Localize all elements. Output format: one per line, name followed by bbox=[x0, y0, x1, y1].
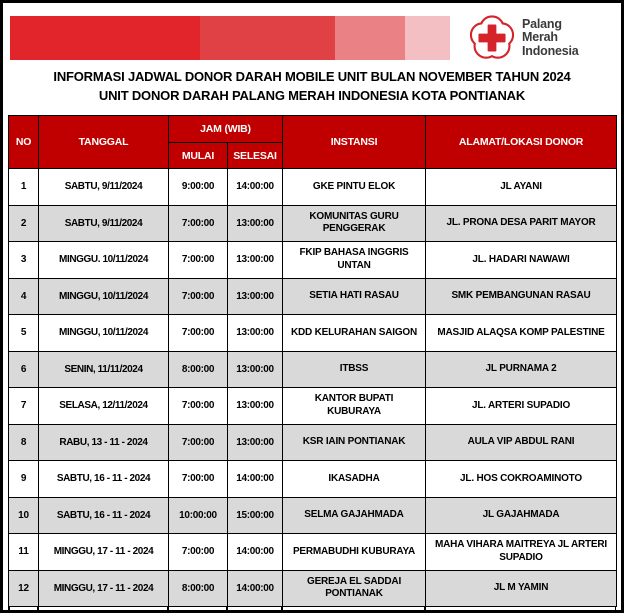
table-row bbox=[9, 461, 617, 498]
cell-mulai: 7:00:00 bbox=[169, 205, 228, 242]
schedule-table bbox=[8, 115, 617, 607]
logo-line-1: Palang bbox=[522, 16, 562, 31]
schedule-table-header bbox=[9, 116, 617, 169]
cell-no: 5 bbox=[9, 315, 39, 352]
col-header-tanggal: TANGGAL bbox=[39, 116, 169, 169]
cell-no: 2 bbox=[9, 205, 39, 242]
cell-no: 7 bbox=[9, 388, 39, 425]
cell-no: 1 bbox=[9, 169, 39, 206]
table-row bbox=[9, 351, 617, 388]
cell-no: 9 bbox=[9, 461, 39, 498]
cell-instansi: SELMA GAJAHMADA bbox=[283, 497, 426, 534]
table-row bbox=[9, 424, 617, 461]
cell-tanggal: SABTU, 9/11/2024 bbox=[39, 205, 169, 242]
cutoff-grid-line bbox=[615, 606, 617, 612]
cell-no: 4 bbox=[9, 278, 39, 315]
cell-selesai: 13:00:00 bbox=[228, 278, 283, 315]
cell-instansi: FKIP BAHASA INGGRIS UNTAN bbox=[283, 242, 426, 279]
cell-instansi: PERMABUDHI KUBURAYA bbox=[283, 534, 426, 571]
cell-alamat: JL. PRONA DESA PARIT MAYOR bbox=[426, 205, 617, 242]
cell-selesai: 13:00:00 bbox=[228, 351, 283, 388]
cell-selesai: 14:00:00 bbox=[228, 534, 283, 571]
cell-mulai: 7:00:00 bbox=[169, 424, 228, 461]
cell-selesai: 15:00:00 bbox=[228, 497, 283, 534]
cell-instansi: KSR IAIN PONTIANAK bbox=[283, 424, 426, 461]
cell-instansi: IKASADHA bbox=[283, 461, 426, 498]
cell-alamat: MAHA VIHARA MAITREYA JL ARTERI SUPADIO bbox=[426, 534, 617, 571]
cell-alamat: MASJID ALAQSA KOMP PALESTINE bbox=[426, 315, 617, 352]
cutoff-grid-line bbox=[8, 606, 10, 612]
cell-no: 6 bbox=[9, 351, 39, 388]
title-line-1: INFORMASI JADWAL DONOR DARAH MOBILE UNIT BULAN NOVEMBER TAHUN 2024 bbox=[53, 69, 571, 84]
cell-alamat: JL. HADARI NAWAWI bbox=[426, 242, 617, 279]
col-header-instansi: INSTANSI bbox=[283, 116, 426, 169]
cell-mulai: 7:00:00 bbox=[169, 315, 228, 352]
col-header-no: NO bbox=[9, 116, 39, 169]
cell-alamat: JL. HOS COKROAMINOTO bbox=[426, 461, 617, 498]
cell-instansi: GEREJA EL SADDAI PONTIANAK bbox=[283, 570, 426, 607]
cell-selesai: 14:00:00 bbox=[228, 461, 283, 498]
cell-tanggal: MINGGU, 17 - 11 - 2024 bbox=[39, 534, 169, 571]
table-row bbox=[9, 388, 617, 425]
cell-tanggal: SENIN, 11/11/2024 bbox=[39, 351, 169, 388]
cell-instansi: SETIA HATI RASAU bbox=[283, 278, 426, 315]
cell-selesai: 13:00:00 bbox=[228, 388, 283, 425]
col-header-jam-wib: JAM (WIB) bbox=[169, 116, 283, 143]
cell-alamat: JL. ARTERI SUPADIO bbox=[426, 388, 617, 425]
cell-mulai: 8:00:00 bbox=[169, 570, 228, 607]
cell-tanggal: SABTU, 16 - 11 - 2024 bbox=[39, 497, 169, 534]
cell-alamat: JL GAJAHMADA bbox=[426, 497, 617, 534]
cell-alamat: JL M YAMIN bbox=[426, 570, 617, 607]
page-title bbox=[0, 68, 624, 105]
cell-no: 10 bbox=[9, 497, 39, 534]
col-header-mulai: MULAI bbox=[169, 143, 228, 169]
table-row bbox=[9, 315, 617, 352]
pmi-logo-wordmark bbox=[522, 18, 579, 59]
table-row bbox=[9, 497, 617, 534]
cell-mulai: 7:00:00 bbox=[169, 278, 228, 315]
cell-mulai: 7:00:00 bbox=[169, 534, 228, 571]
cell-no: 12 bbox=[9, 570, 39, 607]
cell-instansi: KANTOR BUPATI KUBURAYA bbox=[283, 388, 426, 425]
cell-selesai: 14:00:00 bbox=[228, 169, 283, 206]
cell-alamat: SMK PEMBANGUNAN RASAU bbox=[426, 278, 617, 315]
cutoff-grid-line bbox=[424, 606, 426, 612]
table-row bbox=[9, 242, 617, 279]
cutoff-grid-line bbox=[281, 606, 283, 612]
banner-bar-segment bbox=[405, 16, 450, 60]
cell-alamat: JL AYANI bbox=[426, 169, 617, 206]
cell-tanggal: MINGGU, 17 - 11 - 2024 bbox=[39, 570, 169, 607]
cell-mulai: 7:00:00 bbox=[169, 388, 228, 425]
pmi-logo bbox=[467, 13, 579, 63]
cell-no: 11 bbox=[9, 534, 39, 571]
table-row bbox=[9, 205, 617, 242]
cell-selesai: 14:00:00 bbox=[228, 570, 283, 607]
cell-tanggal: RABU, 13 - 11 - 2024 bbox=[39, 424, 169, 461]
cell-mulai: 8:00:00 bbox=[169, 351, 228, 388]
cell-instansi: KOMUNITAS GURU PENGGERAK bbox=[283, 205, 426, 242]
col-header-alamat: ALAMAT/LOKASI DONOR bbox=[426, 116, 617, 169]
cell-selesai: 13:00:00 bbox=[228, 424, 283, 461]
cell-mulai: 7:00:00 bbox=[169, 242, 228, 279]
cell-instansi: ITBSS bbox=[283, 351, 426, 388]
cell-selesai: 13:00:00 bbox=[228, 315, 283, 352]
pmi-flower-cross-icon bbox=[467, 13, 517, 63]
banner-bar bbox=[10, 16, 450, 60]
cell-selesai: 13:00:00 bbox=[228, 242, 283, 279]
banner-bar-segment bbox=[200, 16, 335, 60]
cell-tanggal: SABTU, 9/11/2024 bbox=[39, 169, 169, 206]
title-line-2: UNIT DONOR DARAH PALANG MERAH INDONESIA KOTA PONTIANAK bbox=[98, 87, 526, 103]
cell-mulai: 7:00:00 bbox=[169, 461, 228, 498]
cell-no: 3 bbox=[9, 242, 39, 279]
table-row bbox=[9, 278, 617, 315]
cell-tanggal: MINGGU, 10/11/2024 bbox=[39, 315, 169, 352]
cutoff-grid-line bbox=[37, 606, 39, 612]
cell-mulai: 9:00:00 bbox=[169, 169, 228, 206]
schedule-table-body bbox=[9, 169, 617, 607]
cell-instansi: KDD KELURAHAN SAIGON bbox=[283, 315, 426, 352]
cell-selesai: 13:00:00 bbox=[228, 205, 283, 242]
cell-no: 8 bbox=[9, 424, 39, 461]
cutoff-next-row bbox=[8, 606, 616, 612]
cell-mulai: 10:00:00 bbox=[169, 497, 228, 534]
cell-tanggal: SABTU, 16 - 11 - 2024 bbox=[39, 461, 169, 498]
cell-tanggal: MINGGU, 10/11/2024 bbox=[39, 278, 169, 315]
col-header-selesai: SELESAI bbox=[228, 143, 283, 169]
cell-alamat: AULA VIP ABDUL RANI bbox=[426, 424, 617, 461]
cutoff-grid-line bbox=[167, 606, 169, 612]
table-row bbox=[9, 570, 617, 607]
cell-tanggal: MINGGU. 10/11/2024 bbox=[39, 242, 169, 279]
logo-line-3: Indonesia bbox=[522, 43, 579, 58]
cutoff-grid-line bbox=[226, 606, 228, 612]
cell-alamat: JL PURNAMA 2 bbox=[426, 351, 617, 388]
banner-bar-segment bbox=[335, 16, 405, 60]
table-row bbox=[9, 169, 617, 206]
banner-bar-segment bbox=[10, 16, 200, 60]
logo-line-2: Merah bbox=[522, 30, 558, 45]
table-row bbox=[9, 534, 617, 571]
cell-instansi: GKE PINTU ELOK bbox=[283, 169, 426, 206]
cell-tanggal: SELASA, 12/11/2024 bbox=[39, 388, 169, 425]
